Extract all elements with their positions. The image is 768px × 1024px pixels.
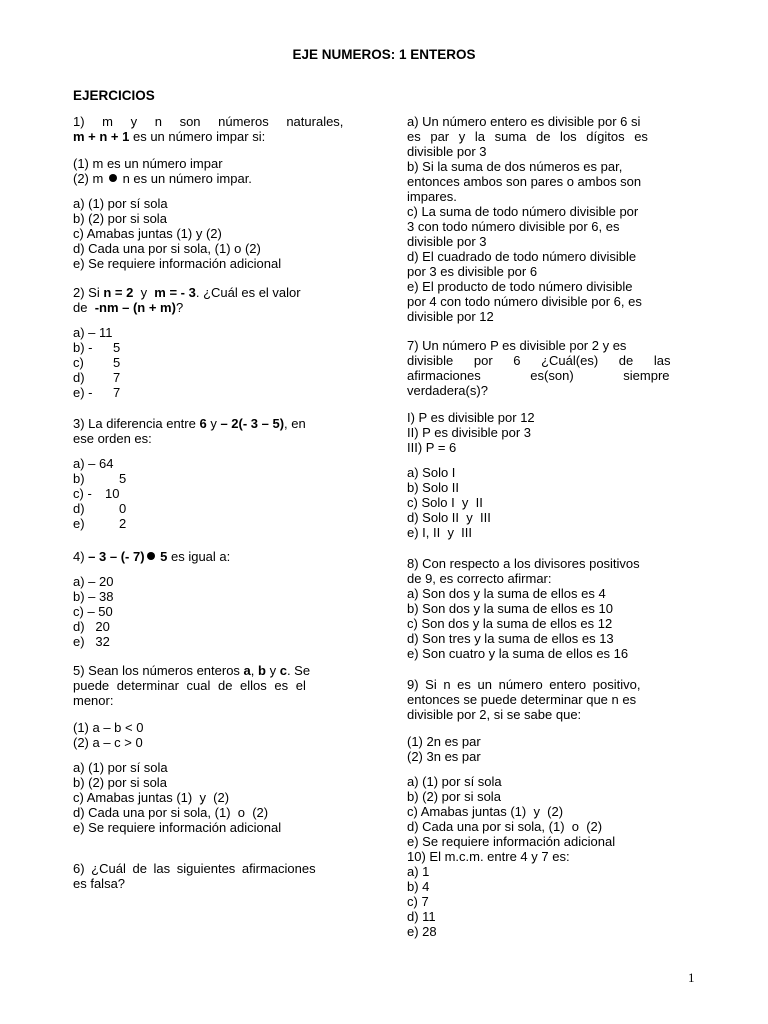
question-10 <box>407 849 695 939</box>
q9-condition-1: (1) 2n es par <box>407 734 481 749</box>
q2-option-a: a) – 11 <box>73 325 113 340</box>
q1-option-a: a) (1) por sí sola <box>73 196 168 211</box>
q6-option-c: c) La suma de todo número divisible por 3 con todo número divisible por 6, es divisible por 3 <box>407 204 639 249</box>
q9-condition-2: (2) 3n es par <box>407 749 481 764</box>
q6-option-d: d) El cuadrado de todo número divisible por 3 es divisible por 6 <box>407 249 637 279</box>
q9-option-a: a) (1) por sí sola <box>407 774 502 789</box>
q1-option-b: b) (2) por si sola <box>73 211 167 226</box>
q2-option-d: d) 7 <box>73 370 121 385</box>
question-3-stem: 3) La diferencia entre 6 y – 2(- 3 – 5), en <box>73 416 306 431</box>
q10-option-d: d) 11 <box>407 909 436 924</box>
q7-option-e: e) I, II y III <box>407 525 473 540</box>
q3-option-a: a) – 64 <box>73 456 114 471</box>
q2-option-e: e) - 7 <box>73 385 121 400</box>
section-heading: EJERCICIOS <box>73 88 155 103</box>
question-9: 9) Si n es un número entero positivo, entonces se puede determinar que n es divisible por 2, si se sabe que: (1) 2n es par (2) 3n es par a) (1) por sí sola b) (2) por si sola c) Amabas juntas (1) y (2) d) Cada una por si sola, (1) o (2) e) Se requiere información adicional <box>407 677 695 849</box>
bullet-dot-icon <box>147 552 155 560</box>
q5-option-e: e) Se requiere información adicional <box>73 820 282 835</box>
page-number: 1 <box>688 970 695 985</box>
q1-option-e: e) Se requiere información adicional <box>73 256 282 271</box>
q1-option-d: d) Cada una por si sola, (1) o (2) <box>73 241 261 256</box>
question-2-stem: 2) Si n = 2 y m = - 3. ¿Cuál es el valor <box>73 285 301 300</box>
q1-condition-1: (1) m es un número impar <box>73 156 223 171</box>
q10-option-b: b) 4 <box>407 879 430 894</box>
question-7-stem: 7) Un número P es divisible por 2 y es <box>407 338 627 353</box>
left-column <box>73 114 361 891</box>
question-4-stem: 4) – 3 – (- 7) 5 es igual a: <box>73 549 231 564</box>
q9-option-e: e) Se requiere información adicional <box>407 834 616 849</box>
q4-option-a: a) – 20 <box>73 574 114 589</box>
q4-option-e: e) 32 <box>73 634 110 649</box>
q7-statement-2: II) P es divisible por 3 <box>407 425 532 440</box>
q2-option-b: b) - 5 <box>73 340 121 355</box>
q7-option-d: d) Solo II y III <box>407 510 491 525</box>
q10-option-a: a) 1 <box>407 864 430 879</box>
question-6-stem: 6) ¿Cuál de las siguientes afirmaciones <box>73 861 316 876</box>
q8-option-c: c) Son dos y la suma de ellos es 12 <box>407 616 613 631</box>
question-3: 3) La diferencia entre 6 y – 2(- 3 – 5), en ese orden es: a) – 64 b) 5 c) - 10 d) 0 e) 2 <box>73 416 361 531</box>
q5-condition-2: (2) a – c > 0 <box>73 735 143 750</box>
q9-option-b: b) (2) por si sola <box>407 789 501 804</box>
question-8: 8) Con respecto a los divisores positivos de 9, es correcto afirmar: a) Son dos y la suma de ellos es 4 b) Son dos y la suma de ellos es 10 c) Son dos y la suma de ellos es 12 d) Son tres y la suma de ellos es 13 e) Son cuatro y la suma de ellos es 16 <box>407 556 695 661</box>
q5-condition-1: (1) a – b < 0 <box>73 720 144 735</box>
question-8-stem: 8) Con respecto a los divisores positivos <box>407 556 640 571</box>
q1-expression: m + n + 1 <box>73 129 130 144</box>
q9-option-c: c) Amabas juntas (1) y (2) <box>407 804 564 819</box>
q5-option-b: b) (2) por si sola <box>73 775 167 790</box>
question-6: 6) ¿Cuál de las siguientes afirmaciones es falsa? <box>73 861 361 891</box>
q8-option-d: d) Son tres y la suma de ellos es 13 <box>407 631 614 646</box>
q1-condition-2: (2) m n es un número impar. <box>73 171 252 186</box>
right-column <box>407 114 695 939</box>
q3-option-b: b) 5 <box>73 471 127 486</box>
bullet-dot-icon <box>109 174 117 182</box>
q7-option-b: b) Solo II <box>407 480 460 495</box>
question-5-stem: 5) Sean los números enteros a, b y c. Se <box>73 663 311 678</box>
question-5: 5) Sean los números enteros a, b y c. Se puede determinar cual de ellos es el menor: (1) a – b < 0 (2) a – c > 0 a) (1) por sí sola b) (2) por si sola c) Amabas juntas (1) y (2) d) Cada una por si sola, (1) o (2) e) Se requiere información adicional <box>73 663 361 835</box>
q5-option-a: a) (1) por sí sola <box>73 760 168 775</box>
q6-option-b: b) Si la suma de dos números es par, entonces ambos son pares o ambos son impares. <box>407 159 642 204</box>
q10-option-c: c) 7 <box>407 894 429 909</box>
q2-option-c: c) 5 <box>73 355 121 370</box>
question-1-stem: 1) m y n son números naturales, <box>73 114 344 129</box>
q4-option-d: d) 20 <box>73 619 110 634</box>
question-9-stem: 9) Si n es un número entero positivo, <box>407 677 641 692</box>
q7-statement-3: III) P = 6 <box>407 440 457 455</box>
q3-option-c: c) - 10 <box>73 486 120 501</box>
q10-option-e: e) 28 <box>407 924 437 939</box>
q5-option-d: d) Cada una por si sola, (1) o (2) <box>73 805 269 820</box>
q1-stem-end: es un número impar si: <box>129 129 266 144</box>
question-7: 7) Un número P es divisible por 2 y es divisible por 6 ¿Cuál(es) de las afirmaciones es(son) siempre verdadera(s)? I) P es divisible por 12 II) P es divisible por 3 III) P = 6 a) Solo I b) Solo II c) Solo I y II d) Solo II y III e) I, II y III <box>407 338 695 540</box>
q3-option-e: e) 2 <box>73 516 127 531</box>
question-1 <box>73 114 361 271</box>
document-title: EJE NUMEROS: 1 ENTEROS <box>292 47 476 62</box>
question-2: 2) Si n = 2 y m = - 3. ¿Cuál es el valor de -nm – (n + m)? a) – 11 b) - 5 c) 5 d) 7 e) - 7 <box>73 285 361 400</box>
q7-option-a: a) Solo I <box>407 465 456 480</box>
q4-option-c: c) – 50 <box>73 604 113 619</box>
q7-option-c: c) Solo I y II <box>407 495 483 510</box>
question-10-stem: 10) El m.c.m. entre 4 y 7 es: <box>407 849 570 864</box>
question-4 <box>73 549 361 649</box>
q3-option-d: d) 0 <box>73 501 127 516</box>
q8-option-e: e) Son cuatro y la suma de ellos es 16 <box>407 646 629 661</box>
q1-option-c: c) Amabas juntas (1) y (2) <box>73 226 222 241</box>
q8-option-a: a) Son dos y la suma de ellos es 4 <box>407 586 606 601</box>
q6-option-e: e) El producto de todo número divisible por 4 con todo número divisible por 6, es divisible por 12 <box>407 279 642 324</box>
q7-statement-1: I) P es divisible por 12 <box>407 410 535 425</box>
q6-options <box>407 114 695 324</box>
q5-option-c: c) Amabas juntas (1) y (2) <box>73 790 230 805</box>
q8-option-b: b) Son dos y la suma de ellos es 10 <box>407 601 613 616</box>
q4-option-b: b) – 38 <box>73 589 114 604</box>
q6-option-a: a) Un número entero es divisible por 6 si es par y la suma de los dígitos es divisible por 3 <box>407 114 648 159</box>
q9-option-d: d) Cada una por si sola, (1) o (2) <box>407 819 603 834</box>
